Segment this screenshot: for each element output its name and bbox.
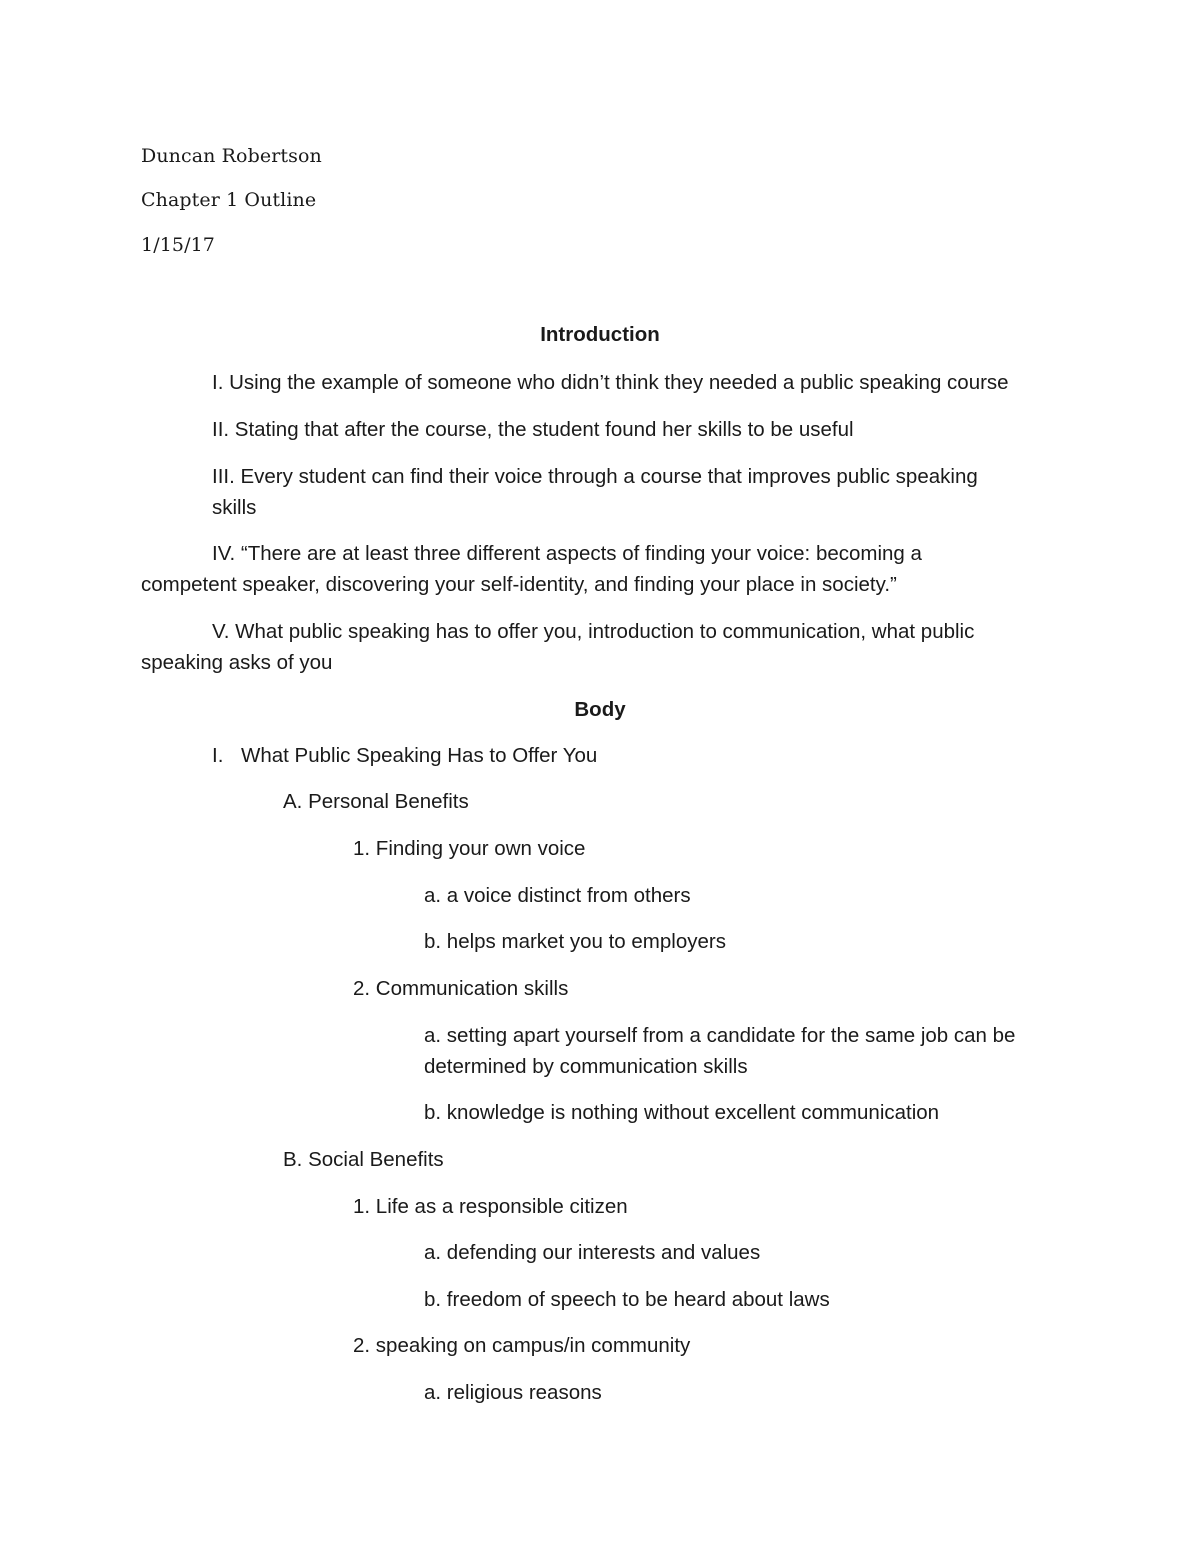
- market-employers: b. helps market you to employers: [424, 930, 726, 953]
- introduction-heading: Introduction: [540, 323, 660, 346]
- voice-distinct: a. a voice distinct from others: [424, 884, 691, 907]
- setting-apart: a. setting apart yourself from a candidate for the same job can be: [424, 1024, 1016, 1047]
- document-title: Chapter 1 Outline: [141, 189, 317, 211]
- intro-item-4-continued: competent speaker, discovering your self-identity, and finding your place in society.”: [141, 573, 897, 596]
- communication-skills: 2. Communication skills: [353, 977, 569, 1000]
- intro-item-3-continued: skills: [212, 496, 257, 519]
- document-date: 1/15/17: [141, 234, 215, 256]
- section-title: What Public Speaking Has to Offer You: [241, 744, 598, 767]
- intro-item-3: III. Every student can find their voice through a course that improves public speaking: [212, 465, 978, 488]
- intro-item-4: IV. “There are at least three different aspects of finding your voice: becoming a: [212, 542, 922, 565]
- intro-item-1: I. Using the example of someone who didn’t think they needed a public speaking course: [212, 371, 1009, 394]
- social-benefits: B. Social Benefits: [283, 1148, 444, 1171]
- body-heading: Body: [574, 698, 626, 721]
- setting-apart-continued: determined by communication skills: [424, 1055, 748, 1078]
- finding-voice: 1. Finding your own voice: [353, 837, 586, 860]
- intro-item-2: II. Stating that after the course, the student found her skills to be useful: [212, 418, 854, 441]
- speaking-campus: 2. speaking on campus/in community: [353, 1334, 691, 1357]
- freedom-of-speech: b. freedom of speech to be heard about laws: [424, 1288, 830, 1311]
- author-name: Duncan Robertson: [141, 145, 322, 167]
- section-marker: I.: [212, 744, 224, 767]
- knowledge-nothing: b. knowledge is nothing without excellent communication: [424, 1101, 940, 1124]
- defending-interests: a. defending our interests and values: [424, 1241, 761, 1264]
- responsible-citizen: 1. Life as a responsible citizen: [353, 1195, 628, 1218]
- intro-item-5: V. What public speaking has to offer you, introduction to communication, what public: [212, 620, 975, 643]
- intro-item-5-continued: speaking asks of you: [141, 651, 333, 674]
- personal-benefits: A. Personal Benefits: [283, 790, 469, 813]
- body-section-i: [212, 744, 597, 768]
- religious-reasons: a. religious reasons: [424, 1381, 602, 1404]
